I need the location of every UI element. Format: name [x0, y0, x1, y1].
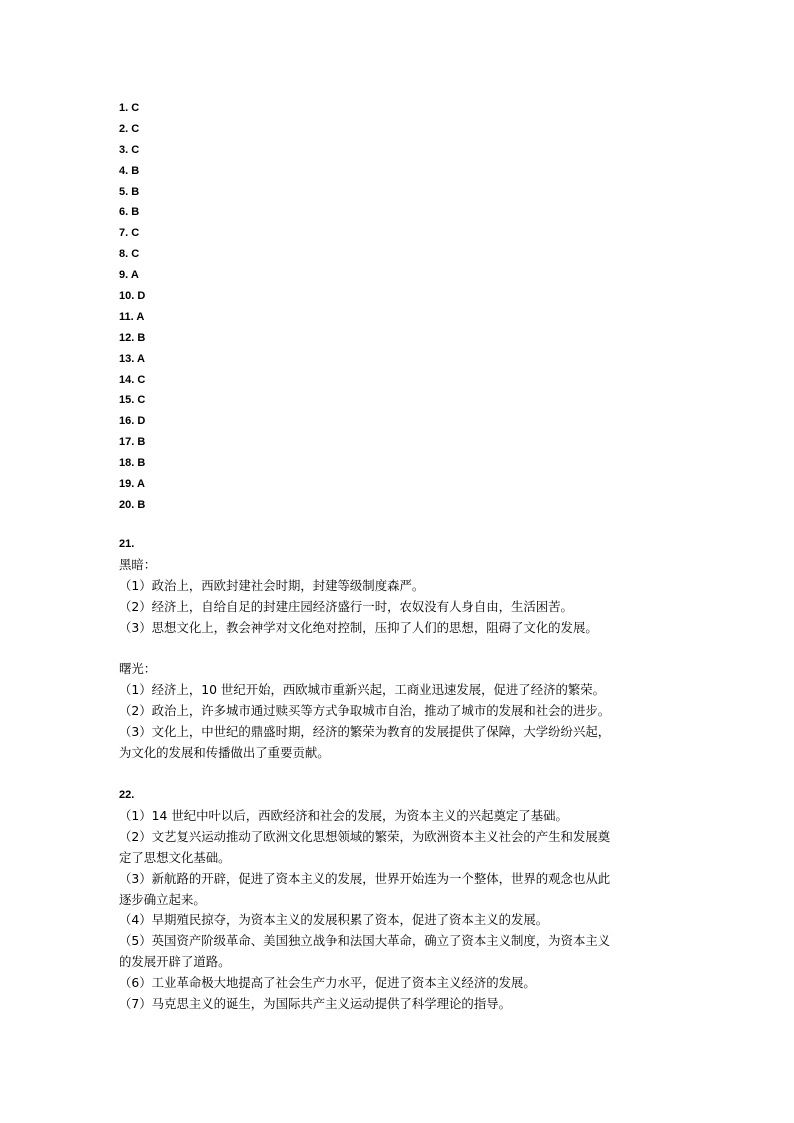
light-point: 为文化的发展和传播做出了重要贡献。: [119, 745, 330, 761]
answer-line: （2）文艺复兴运动推动了欧洲文化思想领域的繁荣，为欧洲资本主义社会的产生和发展奠: [119, 828, 611, 844]
spacer: [119, 639, 689, 660]
answer-item: 15. C: [119, 394, 146, 407]
question-22-answer: [119, 785, 689, 1015]
answer-line: （1）14 世纪中叶以后，西欧经济和社会的发展，为资本主义的兴起奠定了基础。: [119, 807, 568, 823]
multiple-choice-answers: [119, 98, 689, 516]
answer-line: 定了思想文化基础。: [119, 849, 231, 865]
answer-item: 2. C: [119, 122, 140, 135]
answer-item: 14. C: [119, 373, 146, 386]
answer-item: 8. C: [119, 248, 140, 261]
light-heading: 曙光：: [119, 661, 157, 677]
answer-item: 12. B: [119, 331, 146, 344]
dark-heading: 黑暗：: [119, 556, 157, 572]
answer-line: 逐步确立起来。: [119, 891, 206, 907]
answer-line: （5）英国资产阶级革命、美国独立战争和法国大革命，确立了资本主义制度，为资本主义: [119, 933, 611, 949]
answer-line: （6）工业革命极大地提高了社会生产力水平，促进了资本主义经济的发展。: [119, 975, 536, 991]
dark-point: （1）政治上，西欧封建社会时期，封建等级制度森严。: [119, 577, 425, 593]
answer-item: 10. D: [119, 290, 146, 303]
answer-item: 5. B: [119, 185, 140, 198]
answer-line: （3）新航路的开辟，促进了资本主义的发展，世界开始连为一个整体，世界的观念也从此: [119, 870, 611, 886]
answer-line: （4）早期殖民掠夺，为资本主义的发展积累了资本，促进了资本主义的发展。: [119, 912, 549, 928]
answer-item: 7. C: [119, 227, 140, 240]
answer-line: 的发展开辟了道路。: [119, 954, 231, 970]
light-point: （2）政治上，许多城市通过赎买等方式争取城市自治，推动了城市的发展和社会的进步。: [119, 703, 611, 719]
answer-item: 9. A: [119, 269, 139, 282]
answer-item: 11. A: [119, 310, 145, 323]
light-point: （3）文化上，中世纪的鼎盛时期，经济的繁荣为教育的发展提供了保障，大学纷纷兴起，: [119, 724, 611, 740]
question-number: 21.: [119, 538, 135, 550]
dark-point: （3）思想文化上，教会神学对文化绝对控制，压抑了人们的思想，阻碍了文化的发展。: [119, 619, 598, 635]
answer-sheet: [119, 98, 689, 1012]
question-number: 22.: [119, 789, 135, 801]
answer-item: 4. B: [119, 164, 140, 177]
answer-item: 17. B: [119, 436, 146, 449]
answer-item: 16. D: [119, 415, 146, 428]
answer-item: 6. B: [119, 206, 140, 219]
answer-item: 19. A: [119, 478, 145, 491]
answer-item: 18. B: [119, 457, 146, 470]
answer-item: 3. C: [119, 143, 140, 156]
answer-item: 20. B: [119, 498, 146, 511]
light-point: （1）经济上，10 世纪开始，西欧城市重新兴起，工商业迅速发展，促进了经济的繁荣。: [119, 682, 606, 698]
answer-item: 13. A: [119, 352, 145, 365]
question-21-answer: [119, 534, 689, 764]
dark-point: （2）经济上，自给自足的封建庄园经济盛行一时，农奴没有人身自由，生活困苦。: [119, 598, 573, 614]
answer-line: （7）马克思主义的诞生，为国际共产主义运动提供了科学理论的指导。: [119, 996, 511, 1012]
answer-item: 1. C: [119, 102, 140, 114]
